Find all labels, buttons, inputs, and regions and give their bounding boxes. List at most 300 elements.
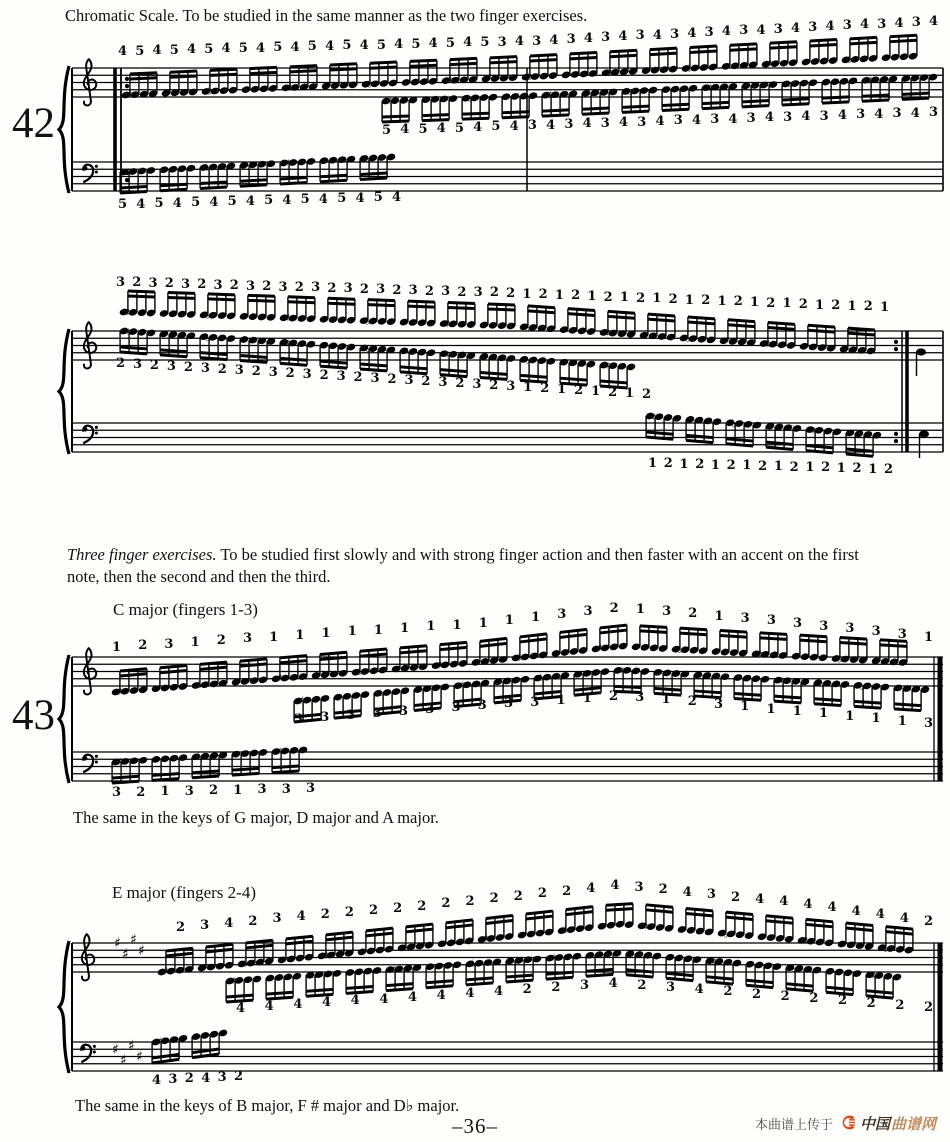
accidental-sign: ♯ [277,746,283,758]
fingering-number: 5 [227,194,237,210]
fingering-number: 1 [766,701,776,717]
fingering-number: 2 [183,360,193,375]
fingering-number: 3 [168,1072,178,1088]
accidental-sign: ♯ [287,82,293,94]
fingering-number: 2 [637,977,647,993]
fingering-number: 2 [421,374,431,389]
fingering-number: 1 [868,461,878,477]
fingering-number: 1 [295,627,305,643]
fingering-number: 2 [353,370,363,385]
fingering-number: 2 [658,882,668,898]
fingering-number: 3 [911,14,921,30]
accidental-sign: ♯ [117,756,123,768]
fingering-number: 2 [668,292,678,308]
fingering-number: 2 [863,299,873,315]
accidental-sign: ♭ [205,162,211,174]
fingering-number: 5 [118,197,128,212]
fingering-number: 4 [610,878,620,894]
fingering-number: 1 [814,297,825,313]
fingering-number: 1 [554,287,564,303]
accidental-sign: ♯ [757,649,763,661]
fingering-number: 4 [400,122,410,138]
fingering-number: 3 [706,887,716,903]
accidental-sign: ♯ [285,338,291,350]
fingering-number: 3 [294,712,304,727]
fingering-number: 2 [424,283,434,299]
fingering-number: 3 [148,275,158,291]
fingering-number: 1 [478,615,488,631]
fingering-number: 3 [242,631,252,647]
fingering-number: 4 [209,194,219,210]
fingering-number: 3 [871,624,881,640]
accidental-sign: ♯ [483,933,489,945]
fingering-number: 3 [343,281,353,297]
accidental-sign: ♯ [871,971,877,983]
fingering-number: 3 [564,117,574,132]
accidental-sign: ♭ [847,54,853,66]
accidental-sign: ♯ [459,680,465,692]
fingering-number: 3 [637,114,647,130]
fingering-number: 1 [582,690,592,706]
fingering-number: 4 [296,909,306,925]
fingering-number: 4 [172,195,182,211]
fingering-number: 4 [290,39,300,55]
fingering-number: 5 [238,41,248,57]
fingering-number: 2 [726,458,736,473]
fingering-number: 4 [583,31,593,46]
fingering-number: 4 [929,14,939,29]
fingering-number: 2 [369,902,379,918]
accidental-sign: ♯ [163,966,169,978]
fingering-number: 2 [642,387,652,402]
fingering-number: 3 [845,621,855,637]
fingering-number: 3 [635,689,645,705]
fingering-number: 2 [359,281,369,297]
fingering-number: 3 [441,284,451,300]
fingering-number: 4 [582,116,592,132]
fingering-number: 1 [591,384,601,399]
accidental-sign: ♭ [563,925,569,937]
fingering-number: 3 [234,363,244,378]
accidental-sign: ♯ [125,307,131,319]
fingering-number: 2 [262,279,272,295]
fingering-number: 4 [721,24,731,40]
fingering-number: 1 [321,626,331,642]
accidental-sign: ♯ [391,964,397,976]
three-finger-paragraph [67,544,885,587]
fingering-number: 4 [408,989,418,1005]
fingering-number: 5 [382,123,392,138]
fingering-number: 3 [527,118,537,134]
accidental-sign: ♯ [127,90,133,102]
sharp-sign: ♯ [120,1052,127,1069]
fingering-number: 4 [779,894,789,910]
fingering-number: 1 [679,456,689,472]
fingering-number: 4 [355,190,365,206]
fingering-number: 3 [268,365,278,380]
accidental-sign: ♭ [379,687,385,699]
fingering-number: 2 [457,284,467,300]
label-e-major: E major (fingers 2-4) [112,883,256,902]
fingering-number: 5 [154,196,164,212]
fingering-number: 2 [636,290,646,306]
fingering-number: 4 [549,32,559,48]
accidental-sign: ♭ [525,355,531,367]
fingering-number: 1 [845,708,855,724]
same-keys-note-1: The same in the keys of G major, D major and A major. [73,808,439,827]
fingering-number: 2 [132,275,142,291]
fingering-number: 2 [417,898,427,914]
fingering-number: 4 [618,29,628,45]
fingering-number: 2 [489,378,499,393]
accidental-sign: ♭ [677,645,683,657]
accidental-sign: ♯ [711,957,717,969]
fingering-number: 5 [373,190,383,206]
fingering-number: 3 [112,785,122,800]
fingering-number: 4 [619,115,629,131]
fingering-number: 3 [302,367,312,382]
fingering-number: 3 [766,613,776,629]
accidental-sign: ♯ [867,75,873,87]
accidental-sign: ♭ [517,652,523,664]
fingering-number: 4 [899,910,909,926]
fingering-number: 2 [489,891,499,907]
site-name-bold: 中国 [859,1115,890,1133]
fingering-number: 2 [455,376,465,391]
fingering-number: 3 [566,31,576,47]
accidental-sign: ♭ [197,680,203,692]
accidental-sign: ♭ [207,86,213,98]
fingering-number: 1 [714,608,724,624]
fingering-number: 1 [847,298,857,314]
fingering-number: 2 [319,368,329,383]
fingering-number: 2 [571,288,581,304]
fingering-number: 3 [320,710,330,726]
fingering-number: 3 [842,18,852,34]
fingering-number: 3 [425,702,435,718]
fingering-number: 5 [445,35,455,51]
fingering-number: 2 [562,883,572,899]
fingering-number: 3 [819,618,829,634]
fingering-number: 2 [608,385,618,400]
accidental-sign: ♯ [277,673,283,685]
fingering-number: 4 [694,982,704,998]
accidental-sign: ♭ [687,63,693,75]
fingering-number: 3 [278,279,288,295]
accidental-sign: ♯ [779,676,785,688]
fingering-number: 4 [379,991,389,1007]
fingering-number: 5 [411,36,421,52]
fingering-number: 2 [798,296,808,312]
fingering-number: 3 [200,361,210,376]
fingering-number: 4 [463,35,473,51]
fingering-number: 3 [246,278,256,294]
fingering-number: 3 [404,373,414,388]
fingering-number: 3 [451,700,461,716]
fingering-number: 1 [426,619,436,635]
fingering-number: 4 [756,22,766,38]
accidental-sign: ♭ [845,345,851,357]
fingering-number: 3 [662,603,672,619]
fingering-number: 2 [687,694,697,710]
fingering-number: 2 [489,285,499,301]
fingering-number: 2 [730,889,740,905]
accidental-sign: ♭ [311,970,317,982]
accidental-sign: ♭ [365,316,371,328]
accidental-sign: ♯ [605,328,611,340]
fingering-number: 4 [790,20,800,36]
fingering-number: 4 [256,40,266,56]
fingering-number: 1 [400,621,410,636]
fingering-number: 5 [342,38,352,54]
fingering-number: 3 [166,359,176,374]
page-number: –36– [452,1114,498,1138]
accidental-sign: ♯ [811,425,817,437]
fingering-number: 4 [350,993,360,1009]
accidental-sign: ♯ [643,922,649,934]
sharp-sign: ♯ [114,935,121,952]
fingering-number: 4 [755,891,765,907]
fingering-number: 3 [856,107,866,123]
accidental-sign: ♯ [765,339,771,351]
fingering-number: 4 [546,117,556,133]
fingering-number: 1 [648,456,658,471]
accidental-sign: ♯ [285,313,291,325]
fingering-number: 1 [710,457,720,473]
fingering-number: 1 [587,288,597,304]
site-logo-icon [840,1114,857,1135]
accidental-sign: ♯ [231,975,237,987]
fingering-number: 3 [399,704,409,720]
fingering-number: 3 [673,113,683,129]
site-name-light: 曲谱网 [890,1115,936,1133]
fingering-number: 5 [300,192,310,208]
fingering-number: 4 [394,37,404,53]
fingering-number: 2 [663,456,673,472]
fingering-number: 4 [803,897,813,913]
fingering-number: 3 [504,696,514,712]
accidental-sign: ♯ [605,361,611,373]
fingering-number: 1 [504,612,514,628]
accidental-sign: ♭ [791,964,797,976]
accidental-sign: ♯ [607,67,613,79]
accidental-sign: ♯ [437,660,443,672]
fingering-number: 2 [924,914,934,929]
fingering-number: 3 [532,33,542,49]
sharp-sign: ♯ [136,1049,143,1065]
fingering-number: 4 [282,192,292,208]
fingering-number: 3 [670,26,680,42]
fingering-number: 3 [217,1069,227,1085]
fingering-number: 1 [522,286,532,302]
fingering-number: 3 [477,698,487,714]
fingering-number: 2 [327,280,337,296]
fingering-number: 2 [701,293,711,309]
fingering-number: 2 [688,606,698,622]
fingering-number: 2 [603,289,613,305]
fingering-number: 1 [452,617,462,633]
accidental-sign: ♯ [707,82,713,94]
fingering-number: 3 [473,285,483,301]
fingering-number: 4 [825,19,835,35]
accidental-sign: ♭ [467,93,473,105]
fingering-number: 3 [370,371,380,386]
fingering-number: 3 [438,375,448,390]
accidental-sign: ♯ [447,75,453,87]
fingering-number: 2 [513,888,523,904]
fingering-number: 4 [494,983,504,999]
accidental-sign: ♯ [551,953,557,964]
fingering-number: 2 [506,285,516,301]
fingering-number: 1 [190,634,200,650]
fingering-number: 4 [325,38,335,54]
fingering-number: 4 [359,38,369,54]
fingering-number: 2 [831,298,841,314]
accidental-sign: ♭ [883,943,889,955]
fingering-number: 3 [200,917,210,933]
fingering-number: 5 [376,37,386,53]
fingering-number: 3 [924,716,934,731]
accidental-sign: ♭ [539,672,545,684]
fingering-number: 3 [306,781,316,796]
fingering-number: 3 [346,708,356,724]
sharp-sign: ♯ [128,1038,135,1055]
fingering-number: 4 [837,108,847,123]
fingering-number: 5 [204,41,214,57]
exercise-number-43: 43 [12,692,55,739]
fingering-number: 5 [337,191,347,207]
fingering-number: 4 [473,120,483,135]
fingering-number: 4 [236,1001,246,1016]
accidental-sign: ♭ [787,79,793,91]
fingering-number: 3 [740,611,750,627]
fingering-number: 2 [294,280,304,296]
accidental-sign: ♭ [357,666,363,678]
fingering-number: 5 [135,43,145,59]
fingering-number: 4 [859,17,870,33]
accidental-sign: ♭ [403,942,409,954]
fingering-number: 2 [197,277,207,293]
fingering-number: 2 [609,688,619,704]
fingering-number: 2 [852,461,862,477]
fingering-number: 4 [293,997,303,1013]
fingering-number: 4 [436,121,446,137]
fingering-number: 4 [436,987,446,1003]
fingering-number: 1 [717,293,727,309]
accidental-sign: ♯ [547,90,553,102]
accidental-sign: ♯ [619,665,625,677]
fingering-number: 3 [929,105,939,120]
fingering-number: 4 [875,907,885,923]
accidental-sign: ♯ [597,643,603,655]
fingering-number: 1 [924,630,934,645]
fingering-number: 3 [311,280,321,296]
fingering-number: 2 [884,462,894,477]
fingering-number: 2 [538,287,548,303]
fingering-number: 5 [264,193,274,209]
accidental-sign: ♯ [387,96,393,108]
fingering-number: 3 [793,615,803,631]
fingering-number: 1 [531,609,541,625]
fingering-number: 5 [169,42,179,58]
fingering-number: 5 [454,120,464,136]
fingering-number: 4 [655,114,665,129]
watermark-text: 本曲谱上传于 [754,1118,833,1133]
accidental-sign: ♯ [125,327,131,339]
sharp-sign: ♯ [130,931,137,948]
accidental-sign: ♯ [323,950,329,962]
fingering-number: 2 [695,457,705,473]
fingering-number: 2 [574,383,584,398]
accidental-sign: ♭ [525,322,531,334]
fingering-number: 3 [704,25,714,41]
accidental-sign: ♯ [651,412,657,424]
fingering-number: 4 [586,880,596,896]
fingering-number: 1 [684,292,694,308]
fingering-number: 3 [714,696,724,712]
sharp-sign: ♯ [138,942,145,959]
fingering-number: 2 [551,980,561,996]
fingering-number: 1 [347,624,357,640]
accidental-sign: ♭ [365,344,371,356]
fingering-number: 4 [245,193,255,209]
sharp-sign: ♯ [112,1041,119,1058]
fingering-number: 2 [164,276,174,292]
fingering-number: 3 [897,627,907,643]
fingering-number: 3 [666,980,676,996]
fingering-number: 4 [894,15,904,31]
fingering-number: 3 [184,783,194,799]
same-keys-note-2: The same in the keys of B major, F # major and D♭ major. [75,1096,460,1115]
accidental-sign: ♯ [445,349,451,361]
fingering-number: 2 [234,1069,244,1084]
fingering-number: 2 [609,600,619,616]
fingering-number: 2 [733,294,743,310]
fingering-number: 2 [136,784,146,800]
fingering-number: 3 [746,111,756,126]
fingering-number: 2 [780,988,790,1004]
fingering-number: 2 [149,358,159,373]
fingering-number: 4 [322,995,332,1011]
watermark [755,1113,936,1134]
fingering-number: 4 [152,1073,162,1088]
fingering-number: 3 [132,357,142,372]
fingering-number: 5 [273,40,283,56]
fingering-number: 1 [897,713,907,729]
fingering-number: 4 [514,34,524,50]
fingering-number: 3 [819,108,829,124]
fingering-number: 2 [393,900,403,916]
fingering-number: 1 [742,458,752,474]
fingering-number: 1 [805,460,815,475]
fingering-number: 2 [758,458,768,474]
fingering-number: 3 [808,19,818,35]
fingering-number: 3 [408,283,418,299]
fingering-number: 3 [773,21,783,37]
fingering-number: 3 [634,880,644,896]
fingering-number: 5 [480,35,490,51]
fingering-number: 3 [710,112,720,128]
fingering-number: 3 [372,706,382,722]
fingering-number: 4 [851,903,861,919]
fingering-number: 1 [373,622,383,638]
fingering-number: 2 [116,356,126,371]
fingering-number: 1 [819,706,829,722]
fingering-number: 4 [682,884,692,900]
fingering-number: 3 [376,282,386,298]
fingering-number: 4 [118,44,128,59]
accidental-sign: ♯ [803,936,809,948]
